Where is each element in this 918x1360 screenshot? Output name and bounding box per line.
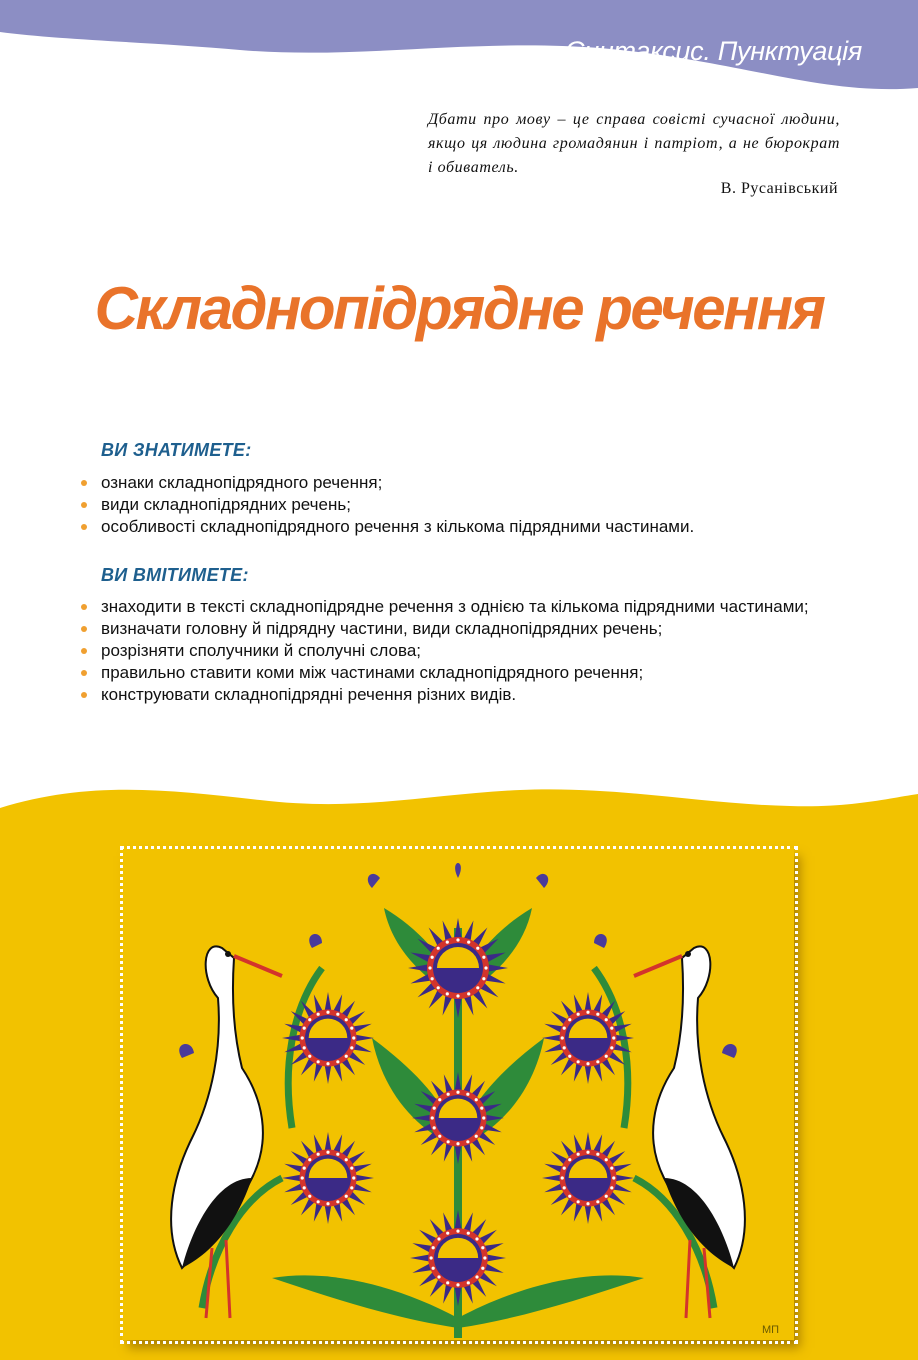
illustration-signature: МП [762,1324,780,1336]
dotted-frame-border [120,846,798,1344]
section-title: Синтаксис. Пунктуація [565,36,862,66]
folk-art-illustration [122,848,794,1340]
list-item: види складнопідрядних речень; [80,494,838,516]
epigraph-quote: Дбати про мову – це справа совісті сучасної людини, якщо ця людина громадянин і патріот, а не бюрократ і обиватель. [428,111,840,176]
chapter-title: Складнопідрядне речення [94,275,824,342]
list-item: ознаки складнопідрядного речення; [80,472,838,494]
list-item: правильно ставити коми між частинами складнопідрядного речення; [80,662,838,684]
list-item: особливості складнопідрядного речення з кількома підрядними частинами. [80,516,838,538]
list-item: знаходити в тексті складнопідрядне речення з однією та кількома підрядними частинами; [80,596,838,618]
can-heading: ВИ ВМІТИМЕТЕ: [101,565,249,585]
can-list [80,596,838,706]
list-item: розрізняти сполучники й сполучні слова; [80,640,838,662]
list-item: конструювати складнопідрядні речення різних видів. [80,684,838,706]
epigraph-author: В. Русанівський [720,180,838,197]
know-list [80,472,838,538]
list-item: визначати головну й підрядну частини, види складнопідрядних речень; [80,618,838,640]
know-heading: ВИ ЗНАТИМЕТЕ: [101,440,252,460]
